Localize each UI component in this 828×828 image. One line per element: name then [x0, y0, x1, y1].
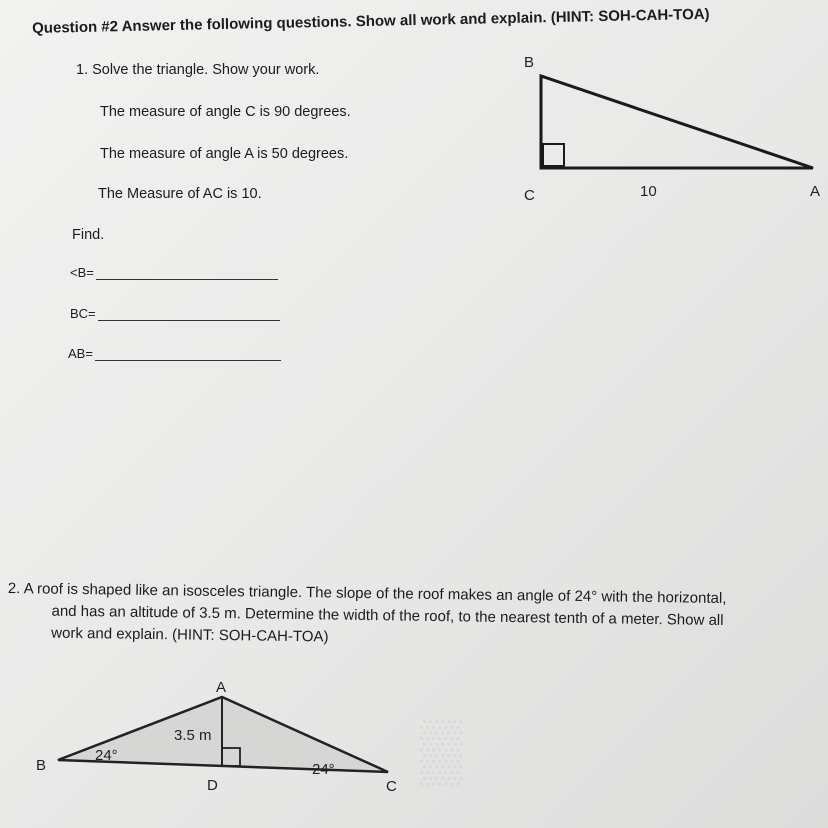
roof-vertex-d-label: D: [207, 777, 218, 794]
angle-b-label: 24°: [95, 747, 118, 764]
problem2-line-3: work and explain. (HINT: SOH-CAH-TOA): [51, 624, 329, 646]
roof-vertex-a-label: A: [216, 679, 227, 696]
given-side-ac: The Measure of AC is 10.: [98, 186, 262, 202]
roof-vertex-c-label: C: [386, 778, 397, 795]
problem2-line-1: 2. A roof is shaped like an isosceles triangle. The slope of the roof makes an angle of 24° with the horizontal,: [7, 579, 727, 608]
background-watermark-shape: ▒: [420, 716, 463, 783]
given-angle-a: The measure of angle A is 50 degrees.: [100, 146, 349, 162]
vertex-c-label: C: [524, 187, 535, 204]
find-label: Find.: [72, 227, 105, 243]
answer-ab-label: AB=: [68, 346, 93, 361]
answer-angle-b-label: <B=: [70, 265, 94, 280]
roof-vertex-b-label: B: [36, 757, 47, 774]
angle-c-label: 24°: [312, 761, 335, 778]
vertex-b-label: B: [524, 54, 535, 71]
altitude-label: 3.5 m: [174, 727, 212, 744]
question-title: Question #2 Answer the following questions. Show all work and explain. (HINT: SOH-CAH-TOA): [32, 5, 710, 37]
problem2-line-2: and has an altitude of 3.5 m. Determine the width of the roof, to the nearest tenth of a meter. Show all: [51, 602, 724, 629]
answer-bc-label: BC=: [70, 306, 96, 321]
problem1-instruction: 1. Solve the triangle. Show your work.: [76, 62, 320, 78]
given-angle-c: The measure of angle C is 90 degrees.: [100, 104, 351, 120]
side-ac-label: 10: [640, 183, 657, 200]
vertex-a-label: A: [810, 183, 821, 200]
